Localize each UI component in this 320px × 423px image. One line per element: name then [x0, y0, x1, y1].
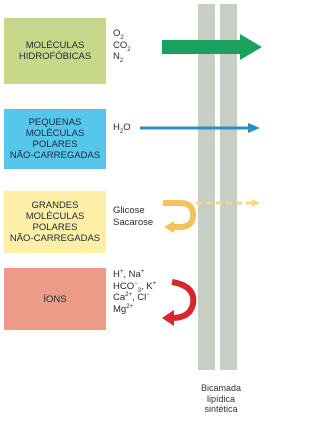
bilayer-leaflet-right	[220, 4, 237, 370]
category-box-small-polar: PEQUENAS MOLÉCULAS POLARES NÃO-CARREGADAS	[4, 109, 106, 169]
molecules-large-polar: Glicose Sacarose	[113, 205, 154, 228]
molecules-ions: H+, Na+ $HCO^-_3$, K+ $Ca^{2+}$, Cl− $Mg^{2+}$	[113, 268, 157, 315]
category-box-ions: ÍONS	[4, 268, 106, 330]
molecules-hydrophobic: $O_2$ $CO_2$ $N_2$	[113, 28, 131, 64]
large-polar-reflect-head	[164, 221, 174, 233]
molecules-small-polar: $H_2O$	[113, 122, 131, 135]
hydrophobic-arrow-head	[240, 34, 262, 60]
bilayer-label: Bicamada lipídica sintética	[200, 383, 242, 414]
large-polar-dashed-head	[252, 199, 260, 207]
category-box-hydrophobic: MOLÉCULAS HIDROFÓBICAS	[4, 18, 106, 84]
category-box-large-polar: GRANDES MOLÉCULAS POLARES NÃO-CARREGADAS	[4, 191, 106, 253]
ions-reflect-arrow	[172, 282, 193, 318]
ions-reflect-head	[162, 310, 174, 326]
hydrophobic-arrow-shaft	[162, 40, 242, 54]
large-polar-reflect-arrow	[163, 203, 193, 227]
water-arrow-head	[248, 123, 260, 133]
bilayer-leaflet-left	[198, 4, 215, 370]
